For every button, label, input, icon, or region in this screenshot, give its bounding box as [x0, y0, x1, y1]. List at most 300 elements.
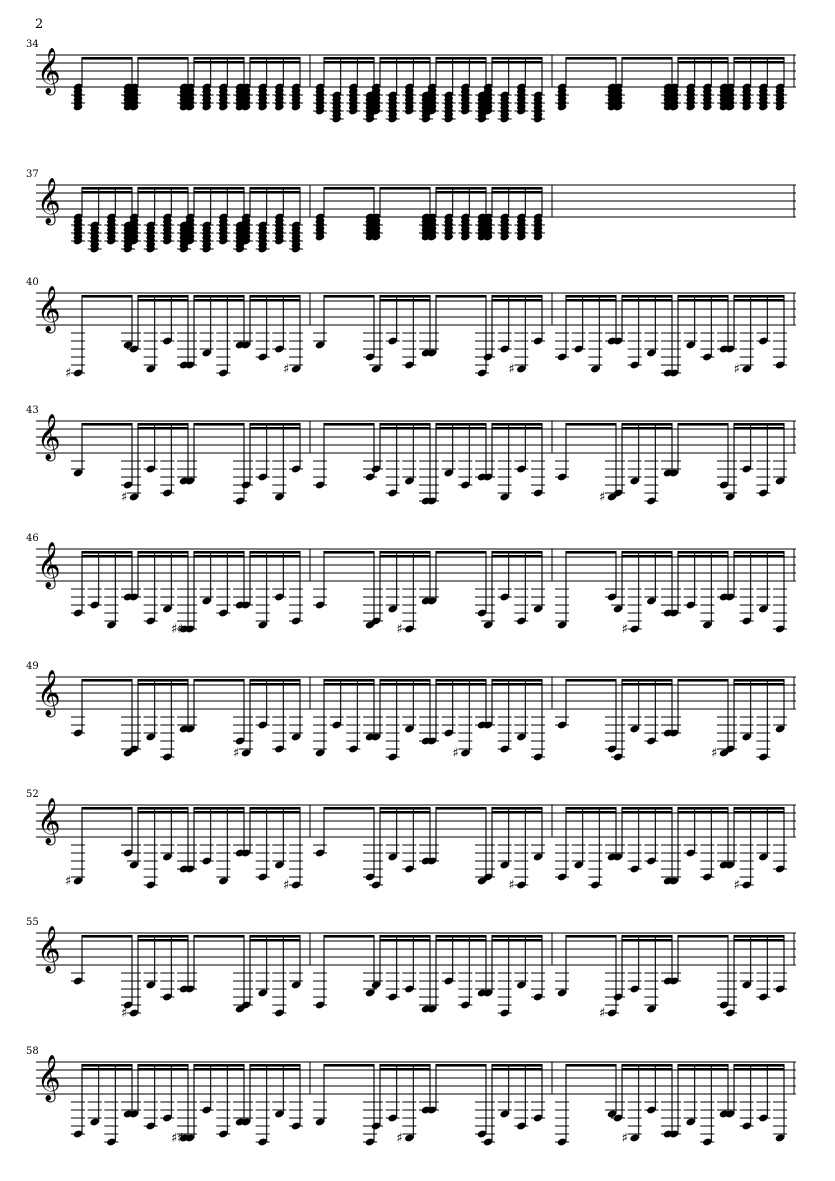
note-beam [380, 299, 430, 302]
note-beam [250, 57, 300, 60]
treble-clef-icon: 𝄞 [37, 178, 61, 224]
note-group [369, 187, 433, 242]
note-group [723, 679, 787, 762]
note-beam [380, 935, 430, 938]
note-beam [324, 61, 374, 64]
note-beam [734, 427, 784, 430]
note-beam [566, 57, 616, 60]
note-beam [380, 683, 430, 686]
note-group [127, 57, 191, 112]
note-group [313, 187, 377, 242]
note-beam [138, 57, 188, 60]
note-beam [492, 299, 542, 302]
note-beam [734, 61, 784, 64]
note-group [313, 57, 377, 124]
note-beam [566, 679, 616, 682]
note-group [667, 935, 731, 1010]
sharp-accidental: ♯ [233, 746, 240, 761]
note-group [555, 935, 619, 1021]
note-group [313, 295, 377, 362]
note-group [239, 1064, 303, 1147]
sharp-accidental: ♯ [65, 366, 72, 381]
note-beam [566, 807, 616, 810]
note-group [313, 679, 377, 758]
note-beam [250, 811, 300, 814]
note-beam [566, 1064, 616, 1067]
note-beam [436, 187, 486, 190]
note-group [723, 57, 787, 112]
note-beam [250, 299, 300, 302]
note-beam [492, 191, 542, 194]
note-beam [194, 555, 244, 558]
measure-number: 46 [26, 533, 39, 544]
note-beam [492, 939, 542, 942]
measure-number: 52 [26, 789, 39, 800]
note-beam [82, 555, 132, 558]
note-beam [436, 423, 486, 426]
note-beam [380, 423, 430, 426]
note-beam [622, 555, 672, 558]
note-group [369, 679, 433, 762]
note-beam [380, 187, 430, 190]
note-beam [380, 1064, 430, 1067]
note-beam [622, 807, 672, 810]
note-beam [380, 939, 430, 942]
treble-clef-icon: 𝄞 [37, 670, 61, 716]
note-beam [324, 295, 374, 298]
staff-system [26, 39, 796, 124]
sharp-accidental: ♯ [283, 362, 290, 377]
note-beam [194, 423, 244, 426]
note-group [667, 1064, 731, 1147]
note-beam [734, 683, 784, 686]
note-group [71, 1064, 135, 1147]
note-beam [82, 295, 132, 298]
page-number: 2 [35, 17, 44, 32]
note-group [127, 295, 191, 374]
note-group [611, 807, 675, 886]
note-beam [250, 191, 300, 194]
note-beam [678, 423, 728, 426]
note-group [425, 295, 489, 378]
note-group [183, 295, 247, 378]
note-group [369, 551, 433, 637]
note-beam [566, 299, 616, 302]
note-beam [194, 1068, 244, 1071]
note-beam [678, 555, 728, 558]
note-beam [436, 427, 486, 430]
note-beam [324, 187, 374, 190]
note-beam [250, 551, 300, 554]
note-group [369, 1064, 433, 1146]
note-beam [566, 811, 616, 814]
note-beam [436, 935, 486, 938]
note-beam [678, 295, 728, 298]
note-beam [622, 1064, 672, 1067]
note-beam [250, 935, 300, 938]
note-beam [566, 295, 616, 298]
sharp-accidental: ♯ [508, 362, 515, 377]
measure-number: 37 [26, 169, 39, 180]
note-group [481, 1064, 545, 1147]
note-beam [194, 61, 244, 64]
note-group [425, 551, 489, 618]
note-group [183, 57, 247, 112]
sharp-accidental: ♯ [733, 362, 740, 377]
note-group [667, 57, 731, 112]
sharp-accidental: ♯ [283, 878, 290, 893]
note-beam [194, 935, 244, 938]
note-beam [436, 295, 486, 298]
note-group [481, 935, 545, 1018]
note-group [611, 551, 675, 637]
staff-system [26, 277, 796, 381]
note-group [313, 1064, 377, 1147]
note-beam [678, 935, 728, 938]
note-group [611, 935, 675, 1014]
note-beam [138, 555, 188, 558]
note-beam [138, 1064, 188, 1067]
note-group [369, 295, 433, 374]
note-beam [436, 939, 486, 942]
note-beam [194, 187, 244, 190]
note-beam [678, 679, 728, 682]
staff-system [26, 405, 796, 506]
note-group [667, 551, 731, 630]
note-beam [678, 57, 728, 60]
sharp-accidental: ♯ [621, 622, 628, 637]
note-beam [622, 679, 672, 682]
note-beam [82, 187, 132, 190]
note-group [313, 935, 377, 1010]
note-beam [492, 295, 542, 298]
sharp-accidental: ♯ [599, 1006, 606, 1021]
note-beam [250, 61, 300, 64]
treble-clef-icon: 𝄞 [37, 798, 61, 844]
note-beam [734, 555, 784, 558]
note-beam [678, 61, 728, 64]
note-beam [436, 1064, 486, 1067]
note-group [611, 423, 675, 506]
note-beam [734, 299, 784, 302]
note-beam [436, 191, 486, 194]
note-group [369, 57, 433, 124]
sharp-accidental: ♯ [508, 878, 515, 893]
note-beam [436, 683, 486, 686]
note-beam [82, 935, 132, 938]
sharp-accidental: ♯ [396, 622, 403, 637]
note-beam [380, 807, 430, 810]
note-beam [138, 811, 188, 814]
note-beam [622, 57, 672, 60]
note-group [425, 57, 489, 124]
note-beam [250, 423, 300, 426]
note-group [555, 295, 619, 374]
note-beam [734, 295, 784, 298]
note-beam [566, 551, 616, 554]
note-beam [380, 811, 430, 814]
note-beam [250, 1068, 300, 1071]
sharp-accidental: ♯ [621, 1131, 628, 1146]
note-beam [622, 935, 672, 938]
staff-system [26, 169, 796, 254]
note-group [239, 807, 303, 893]
note-group [723, 551, 787, 634]
note-beam [250, 683, 300, 686]
note-beam [194, 295, 244, 298]
note-group [313, 807, 377, 882]
note-group [71, 679, 135, 758]
note-beam [324, 683, 374, 686]
sharp-accidental: ♯ [171, 1131, 178, 1146]
note-beam [622, 1068, 672, 1071]
note-group [127, 679, 191, 762]
note-group [183, 679, 247, 746]
note-beam [138, 187, 188, 190]
note-beam [138, 427, 188, 430]
note-beam [436, 57, 486, 60]
note-beam [566, 423, 616, 426]
note-beam [82, 679, 132, 682]
note-beam [138, 939, 188, 942]
note-beam [250, 295, 300, 298]
note-beam [138, 807, 188, 810]
note-beam [492, 683, 542, 686]
note-beam [492, 811, 542, 814]
note-group [723, 935, 787, 1018]
note-beam [82, 1064, 132, 1067]
note-group [611, 57, 675, 112]
note-group [481, 807, 545, 893]
note-beam [324, 807, 374, 810]
note-group [611, 295, 675, 378]
note-group [667, 807, 731, 886]
note-beam [194, 807, 244, 810]
note-group [183, 187, 247, 254]
note-group [555, 1064, 619, 1147]
note-beam [492, 807, 542, 810]
note-group [425, 807, 489, 886]
note-beam [194, 811, 244, 814]
note-group [65, 295, 135, 381]
sharp-accidental: ♯ [65, 874, 72, 889]
note-group [71, 57, 135, 112]
note-group [555, 551, 619, 630]
note-group [555, 807, 619, 890]
note-beam [492, 187, 542, 190]
note-beam [436, 807, 486, 810]
note-beam [436, 551, 486, 554]
note-group [183, 423, 247, 506]
sharp-accidental: ♯ [121, 490, 128, 505]
note-group [425, 423, 489, 506]
note-group [481, 679, 545, 762]
note-group [369, 807, 433, 890]
measure-number: 43 [26, 405, 39, 416]
measure-number: 49 [26, 661, 39, 672]
note-beam [492, 1068, 542, 1071]
note-group [723, 423, 787, 502]
note-group [239, 187, 303, 254]
note-group [555, 679, 619, 754]
note-beam [380, 551, 430, 554]
note-group [369, 935, 433, 1014]
treble-clef-icon: 𝄞 [37, 286, 61, 332]
treble-clef-icon: 𝄞 [37, 48, 61, 94]
note-group [425, 187, 489, 242]
sharp-accidental: ♯ [121, 1006, 128, 1021]
note-group [555, 423, 619, 505]
note-beam [194, 57, 244, 60]
note-group [481, 551, 545, 630]
treble-clef-icon: 𝄞 [37, 926, 61, 972]
note-beam [250, 1064, 300, 1067]
note-beam [138, 935, 188, 938]
note-beam [380, 679, 430, 682]
note-beam [324, 935, 374, 938]
note-group [667, 679, 731, 761]
note-beam [492, 1064, 542, 1067]
note-beam [678, 811, 728, 814]
note-beam [734, 807, 784, 810]
note-group [369, 423, 433, 506]
note-beam [622, 427, 672, 430]
note-group [71, 551, 135, 630]
note-group [71, 935, 135, 1010]
sharp-accidental: ♯ [733, 878, 740, 893]
note-beam [380, 427, 430, 430]
note-beam [138, 295, 188, 298]
note-beam [324, 423, 374, 426]
note-beam [82, 1068, 132, 1071]
note-beam [138, 679, 188, 682]
note-beam [194, 1064, 244, 1067]
note-group [65, 807, 135, 889]
sharp-accidental: ♯ [711, 746, 718, 761]
note-beam [492, 57, 542, 60]
note-group [667, 295, 731, 378]
note-beam [678, 1068, 728, 1071]
staff-system [26, 533, 796, 637]
note-beam [492, 423, 542, 426]
note-beam [622, 939, 672, 942]
note-beam [734, 939, 784, 942]
note-beam [436, 679, 486, 682]
note-beam [622, 299, 672, 302]
note-group [723, 295, 787, 377]
note-beam [250, 427, 300, 430]
measure-number: 34 [26, 39, 39, 50]
note-group [183, 935, 247, 1014]
note-beam [622, 811, 672, 814]
note-beam [138, 683, 188, 686]
note-group [555, 57, 619, 112]
note-beam [678, 551, 728, 554]
note-group [313, 423, 377, 490]
note-beam [492, 935, 542, 938]
note-beam [678, 299, 728, 302]
note-group [239, 551, 303, 630]
staff-system [26, 917, 796, 1021]
note-beam [734, 57, 784, 60]
note-beam [324, 679, 374, 682]
note-group [239, 295, 303, 377]
note-beam [82, 191, 132, 194]
note-beam [194, 551, 244, 554]
note-beam [82, 807, 132, 810]
note-beam [324, 1064, 374, 1067]
note-beam [734, 551, 784, 554]
staff-system [26, 1046, 796, 1147]
note-beam [734, 679, 784, 682]
note-beam [82, 57, 132, 60]
note-beam [138, 191, 188, 194]
note-beam [138, 1068, 188, 1071]
note-beam [622, 423, 672, 426]
treble-clef-icon: 𝄞 [37, 1055, 61, 1101]
note-beam [436, 61, 486, 64]
sharp-accidental: ♯ [396, 1131, 403, 1146]
note-beam [82, 423, 132, 426]
treble-clef-icon: 𝄞 [37, 542, 61, 588]
note-beam [734, 1068, 784, 1071]
note-group [127, 807, 191, 890]
note-group [71, 187, 135, 254]
note-group [611, 1064, 675, 1146]
note-beam [324, 551, 374, 554]
note-beam [380, 555, 430, 558]
note-beam [250, 939, 300, 942]
note-group [667, 423, 731, 490]
note-beam [324, 57, 374, 60]
note-beam [492, 551, 542, 554]
note-group [723, 807, 787, 893]
note-beam [566, 935, 616, 938]
note-group [239, 57, 303, 112]
note-beam [622, 295, 672, 298]
note-group [611, 679, 675, 762]
note-beam [734, 1064, 784, 1067]
note-group [239, 935, 303, 1018]
note-beam [250, 679, 300, 682]
note-group [425, 935, 489, 1014]
sharp-accidental: ♯ [599, 490, 606, 505]
measure-number: 55 [26, 917, 39, 928]
staff-system [26, 789, 796, 893]
note-beam [622, 683, 672, 686]
sharp-accidental: ♯ [452, 746, 459, 761]
note-beam [250, 187, 300, 190]
sharp-accidental: ♯ [177, 1131, 184, 1146]
note-beam [492, 61, 542, 64]
note-beam [734, 811, 784, 814]
note-beam [138, 423, 188, 426]
note-group [481, 295, 545, 377]
note-beam [492, 555, 542, 558]
note-group [183, 807, 247, 886]
note-beam [82, 551, 132, 554]
note-beam [380, 1068, 430, 1071]
sharp-accidental: ♯ [171, 622, 178, 637]
treble-clef-icon: 𝄞 [37, 414, 61, 460]
note-beam [734, 935, 784, 938]
note-group [239, 423, 303, 502]
note-beam [380, 61, 430, 64]
note-beam [734, 423, 784, 426]
note-group [481, 423, 545, 502]
note-beam [194, 299, 244, 302]
note-beam [138, 299, 188, 302]
